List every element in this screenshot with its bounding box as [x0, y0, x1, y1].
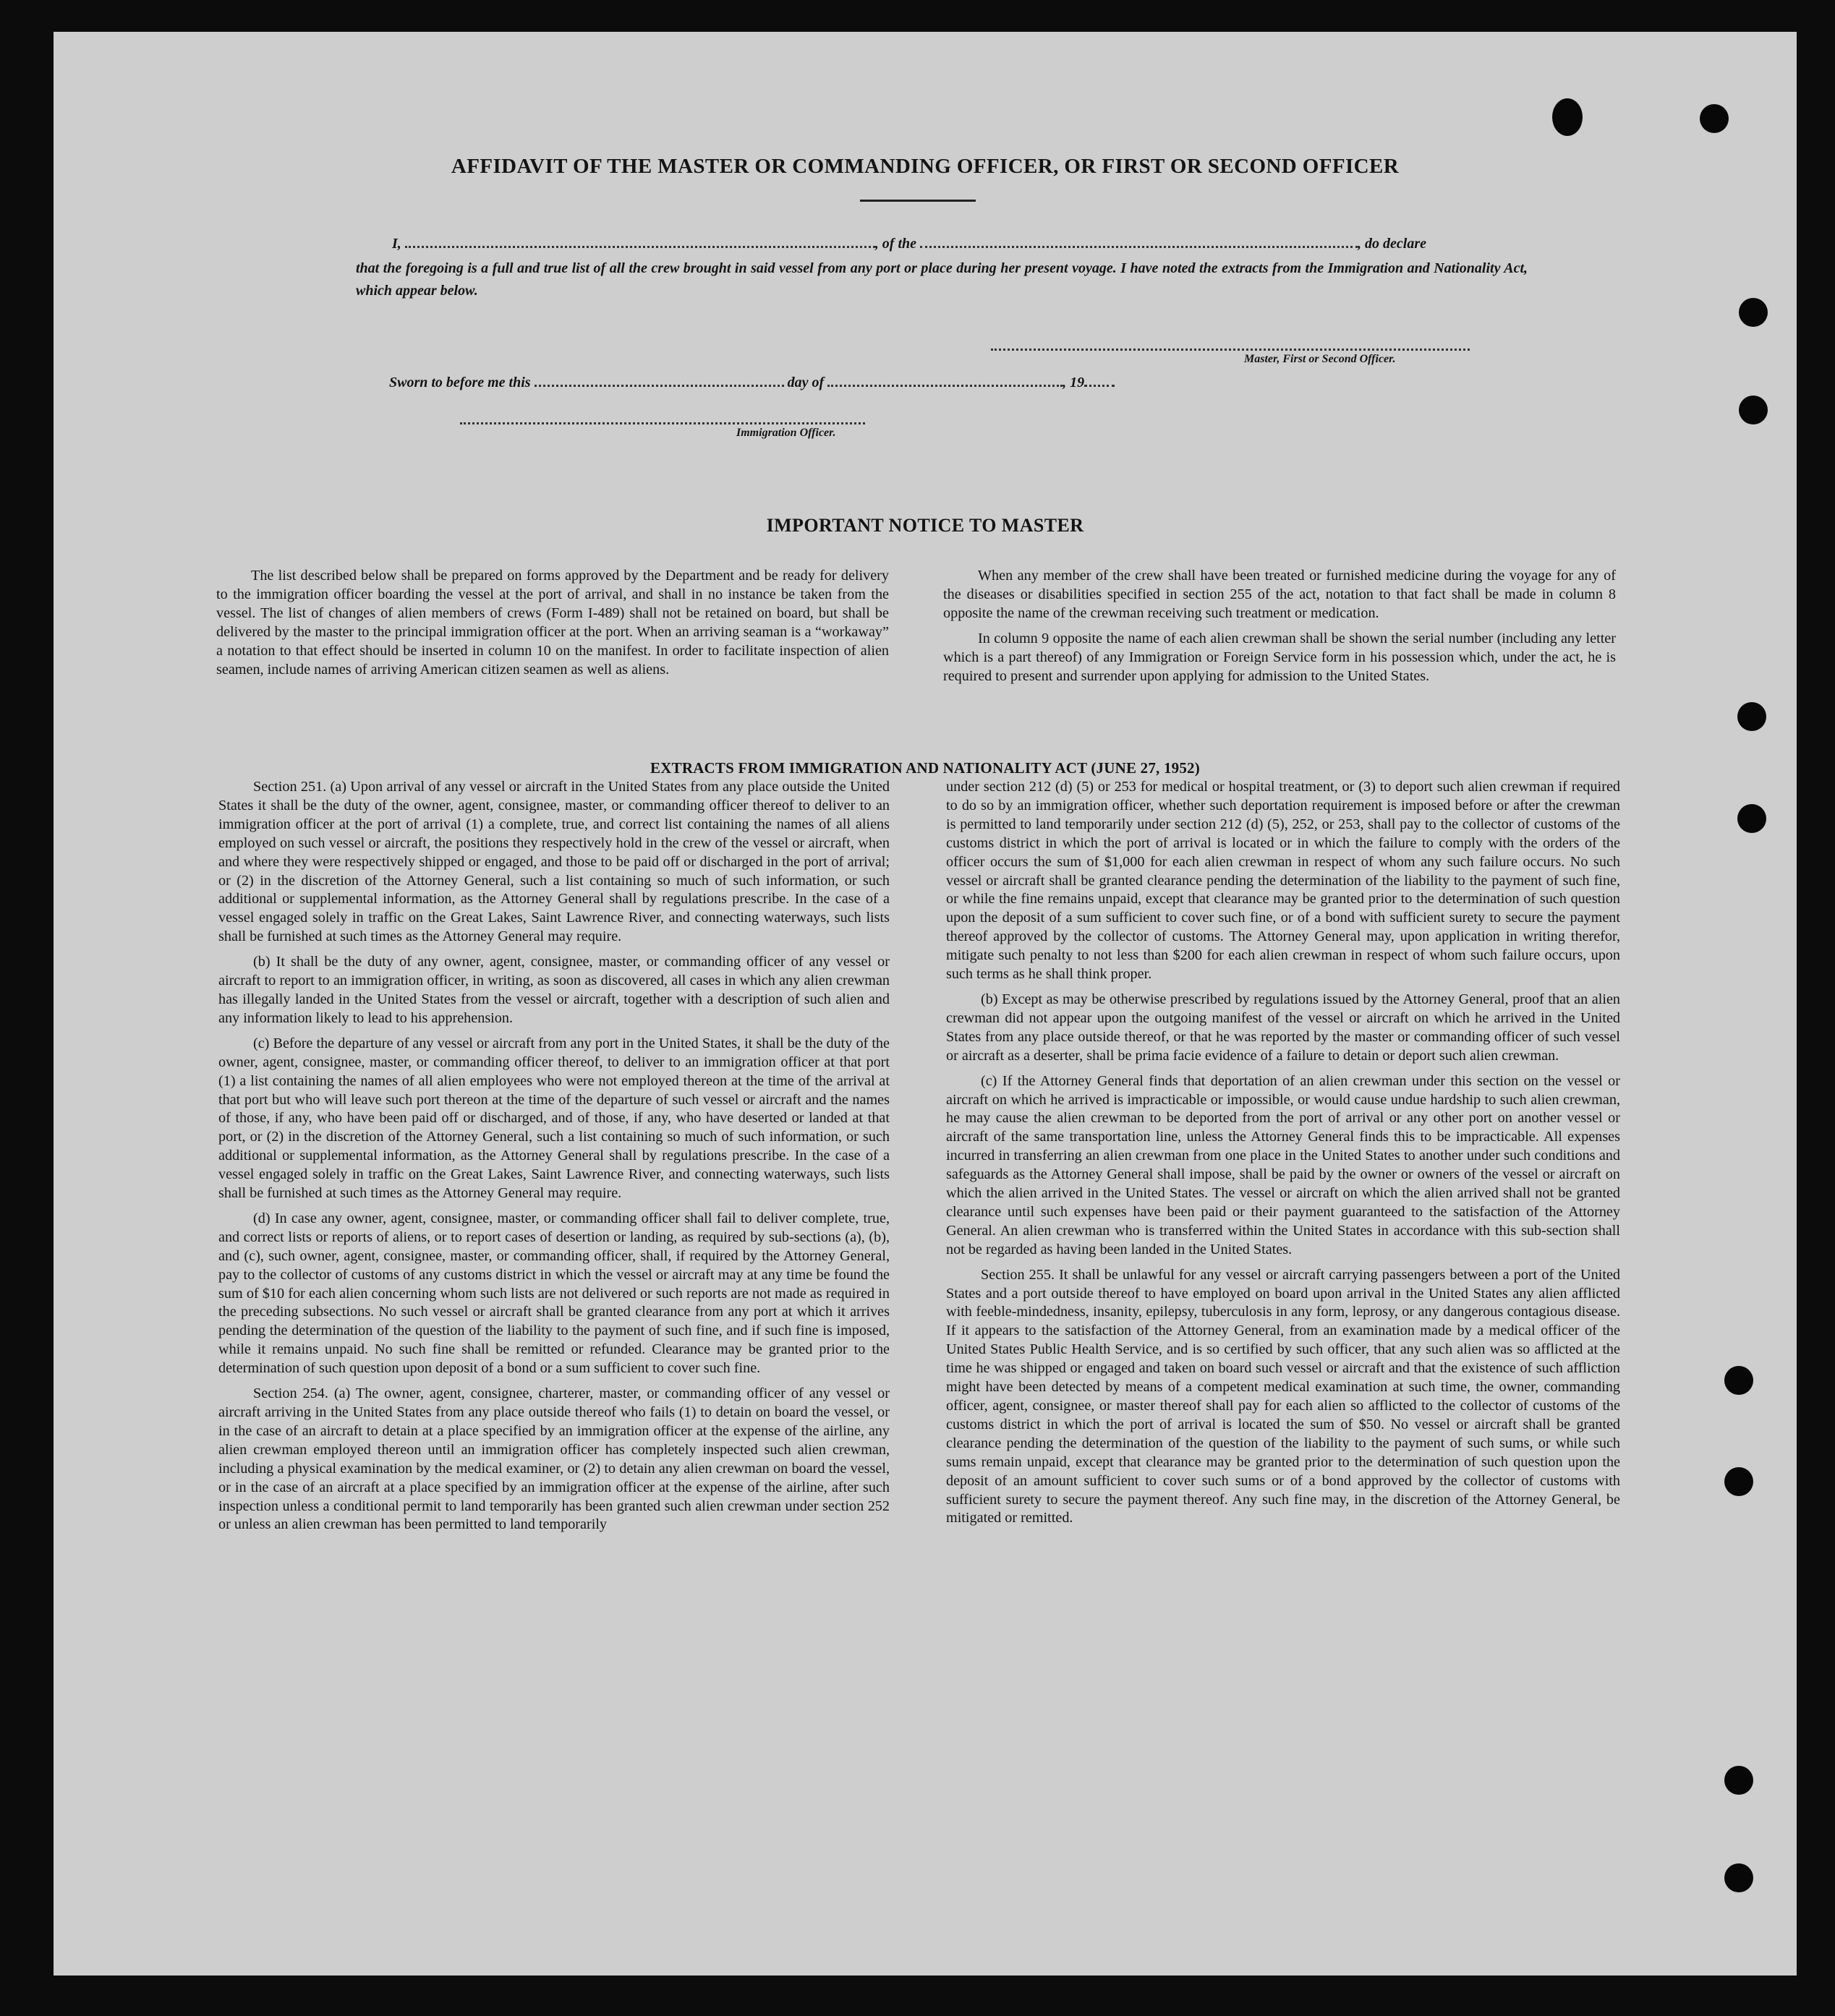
binder-hole — [1724, 1366, 1753, 1395]
master-signature-line — [991, 349, 1470, 351]
notice-paragraph: The list described below shall be prepared on forms approved by the Department and be ready for delivery to the immigration officer boarding the vessel at the port of arrival, and shall in no instance be taken from the vessel. The list of changes of alien members of crews (Form I-489) shall not be retained on board, but shall be delivered by the master to the principal immigration officer at the port. When an arriving seaman is a “workaway” a notation to that effect should be inserted in column 10 on the manifest. In order to facilitate inspection of alien seamen, include names of arriving American citizen seamen as well as aliens. — [216, 568, 889, 678]
notice-title: IMPORTANT NOTICE TO MASTER — [766, 515, 1084, 536]
extracts-paragraph: (c) Before the departure of any vessel or aircraft from any port in the United States, it shall be the duty of the owner, agent, consignee, master, or commanding officer thereof, to deliver to an immigration officer at that port (1) a list containing the names of all alien employees who were not employed thereon at the time of the arrival at that port but who will leave such port thereon at the time of the departure of such vessel or aircraft and the names of those, if any, who have been paid off or discharged, and of those, if any, who have deserted or landed at that port, or (2) in the discretion of the Attorney General, such a list containing so much of such information, or such additional or supplemental information, as the Attorney General shall by regulations prescribe. In the case of a vessel engaged solely in traffic on the Great Lakes, Saint Lawrence River, and connecting waterways, such lists shall be furnished at such times as the Attorney General may require. — [218, 1035, 890, 1202]
declaration-line — [392, 233, 1426, 252]
declaration-i-label: I, — [392, 236, 401, 252]
declaration-of-the-label: , of the — [874, 236, 917, 252]
extracts-paragraph: (b) It shall be the duty of any owner, agent, consignee, master, or commanding officer of any vessel or aircraft to report to an immigration officer, in writing, as soon as discovered, all cases in which any alien crewman has illegally landed in the United States from the vessel or aircraft, together with a description of such alien and any information likely to lead to his apprehension. — [218, 954, 890, 1026]
extracts-title: EXTRACTS FROM IMMIGRATION AND NATIONALITY ACT (JUNE 27, 1952) — [650, 759, 1200, 777]
notice-right-column — [943, 567, 1616, 692]
declaration-do-declare-label: , do declare — [1358, 236, 1426, 252]
day-field — [535, 372, 784, 387]
sworn-line — [389, 372, 1115, 391]
extracts-paragraph: (b) Except as may be otherwise prescribed by regulations issued by the Attorney General, proof that an alien crewman did not appear upon the outgoing manifest of the vessel or aircraft on which he arrived in the United States from any place outside thereof, or that he was reported by the master or commanding officer of such vessel or aircraft as a deserter, shall be prima facie evidence of a failure to detain or deport such alien crewman. — [946, 991, 1620, 1064]
officer-caption: Immigration Officer. — [736, 427, 836, 439]
master-caption: Master, First or Second Officer. — [1244, 353, 1396, 365]
binder-hole — [1739, 396, 1768, 424]
vessel-field — [920, 233, 1358, 248]
extracts-paragraph: (c) If the Attorney General finds that deportation of an alien crewman under this section on the vessel or aircraft on which he arrived is impracticable or impossible, or would cause undue hardship to such alien crewman, he may cause the alien crewman to be deported from the port of arrival or any other port on another vessel or aircraft of the same transportation line, unless the Attorney General finds this to be impracticable. All expenses incurred in transferring an alien crewman from one place in the United States to another under such conditions and safeguards as the Attorney General shall impose, shall be paid by the owner or owners of the vessel or aircraft on which the alien arrived in the United States. The vessel or aircraft on which the alien arrived shall not be granted clearance until such expenses have been paid or their payment guaranteed to the satisfaction of the Attorney General. An alien crewman who is transferred within the United States in accordance with this sub-section shall not be regarded as having been landed in the United States. — [946, 1072, 1620, 1257]
binder-hole — [1552, 98, 1583, 136]
extracts-paragraph: Section 255. It shall be unlawful for any vessel or aircraft carrying passengers between a port of the United States and a port outside thereof to have employed on board upon arrival in the United States any alien afflicted with feeble-mindedness, insanity, epilepsy, tuberculosis in any form, leprosy, or any dangerous contagious disease. If it appears to the satisfaction of the Attorney General, from an examination made by a medical officer of the United States Public Health Service, and is so certified by such officer, that any such alien was so afflicted at the time he was shipped or engaged and taken on board such vessel or aircraft and that the existence of such affliction might have been detected by means of a competent medical examination at such time, the owner, commanding officer, agent, consignee, or master thereof shall pay for each alien so afflicted to the collector of customs of the customs district in which the port of arrival is located the sum of $50. No vessel or aircraft shall be granted clearance pending the determination of the question of the liability to the payment of such sums, or while such sums remain unpaid, except that clearance may be granted prior to the determination of such question upon the deposit of an amount sufficient to cover such sums or of a bond approved by the collector of customs with sufficient surety to secure the payment thereof. Any such fine may, in the discretion of the Attorney General, be mitigated or remitted. — [946, 1266, 1620, 1526]
binder-hole — [1739, 298, 1768, 327]
year-label: , 19 — [1063, 375, 1085, 390]
binder-hole — [1700, 104, 1729, 133]
binder-hole — [1737, 804, 1766, 833]
title-underline — [860, 200, 976, 202]
notice-paragraph: In column 9 opposite the name of each alien crewman shall be shown the serial number (including any letter which is a part thereof) of any Immigration or Foreign Service form in his possession which, under the act, he is required to present and surrender upon applying for admission to the United States. — [943, 630, 1616, 684]
officer-signature-line — [460, 422, 865, 424]
extracts-paragraph: Section 254. (a) The owner, agent, consignee, charterer, master, or commanding officer of any vessel or aircraft arriving in the United States from any place outside thereof who fails (1) to detain on board the vessel, or in the case of an aircraft to detain at a place specified by an immigration officer at the expense of the airline, any alien crewman employed thereon until an immigration officer has completely inspected such alien crewman, including a physical examination by the medical examiner, or (2) to detain any alien crewman on board the vessel, or in the case of an aircraft at a place specified by an immigration officer at the expense of the airline, after such inspection unless a conditional permit to land temporarily has been granted such alien crewman under section 252 or unless an alien crewman has been permitted to land temporarily — [218, 1385, 890, 1533]
declaration-statement: that the foregoing is a full and true list of all the crew brought in said vessel from any port or place during her present voyage. I have noted the extracts from the Immigration and Nationality Act, which appear below. — [356, 260, 1528, 299]
notice-paragraph: When any member of the crew shall have been treated or furnished medicine during the voyage for any of the diseases or disabilities specified in section 255 of the act, notation to that fact shall be made in column 8 opposite the name of the crewman receiving such treatment or medication. — [943, 568, 1616, 621]
extracts-paragraph: under section 212 (d) (5) or 253 for medical or hospital treatment, or (3) to deport such alien crewman if required to do so by an immigration officer, whether such deportation requirement is imposed before or after the crewman is permitted to land temporarily under section 212 (d) (5), 252, or 253, shall pay to the collector of customs of the customs district in which the port of arrival is located or in which the failure to comply with the orders of the officer occurs the sum of $1,000 for each alien crewman in respect of whom any such failure occurs. No such vessel or aircraft shall be granted clearance pending the determination of the liability to the payment of such fine, or while the fine remains unpaid, except that clearance may be granted prior to the determination of such question upon the deposit of a sum sufficient to cover such fine, or of a bond with sufficient surety to secure the payment thereof approved by the collector of customs. The Attorney General may, upon application in writing therefor, mitigate such penalty to not less than $200 for each alien crewman in respect of whom such failure occurs, upon such terms as he shall think proper. — [946, 779, 1620, 983]
extracts-left-column — [218, 778, 890, 1541]
binder-hole — [1724, 1766, 1753, 1795]
year-field — [1084, 372, 1115, 387]
document-page — [54, 32, 1797, 1976]
day-of-label: day of — [787, 375, 825, 390]
extracts-right-column — [946, 778, 1620, 1534]
affidavit-title: AFFIDAVIT OF THE MASTER OR COMMANDING OFFICER, OR FIRST OR SECOND OFFICER — [451, 155, 1400, 178]
extracts-paragraph: (d) In case any owner, agent, consignee, master, or commanding officer shall fail to deliver complete, true, and correct lists or reports of aliens, or to report cases of desertion or landing, as required by sub-sections (a), (b), and (c), such owner, agent, consignee, master, or commanding officer, shall, if required by the Attorney General, pay to the collector of customs of any customs district in which the vessel or aircraft may at any time be found the sum of $10 for each alien concerning whom such lists are not delivered or such reports are not made as required in the preceding subsections. No such vessel or aircraft shall be granted clearance from any port at which it arrives pending the determination of the question of the liability to the payment of such fine, and if such fine is imposed, while it remains unpaid. No such fine shall be remitted or refunded. Clearance may be granted prior to the determination of such question upon deposit of a bond or a sum sufficient to cover such fine. — [218, 1210, 890, 1377]
binder-hole — [1724, 1863, 1753, 1892]
extracts-paragraph: Section 251. (a) Upon arrival of any vessel or aircraft in the United States from any place outside the United States it shall be the duty of the owner, agent, consignee, master, or commanding officer thereof to deliver to an immigration officer at the port of arrival (1) a complete, true, and correct list containing the names of all aliens employed on such vessel or aircraft, the positions they respectively hold in the crew of the vessel or aircraft, when and where they were respectively shipped or engaged, and those to be paid off or discharged in the port of arrival; or (2) in the discretion of the Attorney General, such a list containing so much of such information, or such additional or supplemental information, as the Attorney General shall by regulations prescribe. In the case of a vessel engaged solely in traffic on the Great Lakes, Saint Lawrence River, and connecting waterways, such lists shall be furnished at such times as the Attorney General may require. — [218, 779, 890, 945]
notice-left-column — [216, 567, 889, 685]
name-field — [405, 233, 875, 248]
binder-hole — [1737, 702, 1766, 731]
binder-hole — [1724, 1467, 1753, 1496]
sworn-label: Sworn to before me this — [389, 375, 531, 390]
month-field — [827, 372, 1063, 387]
